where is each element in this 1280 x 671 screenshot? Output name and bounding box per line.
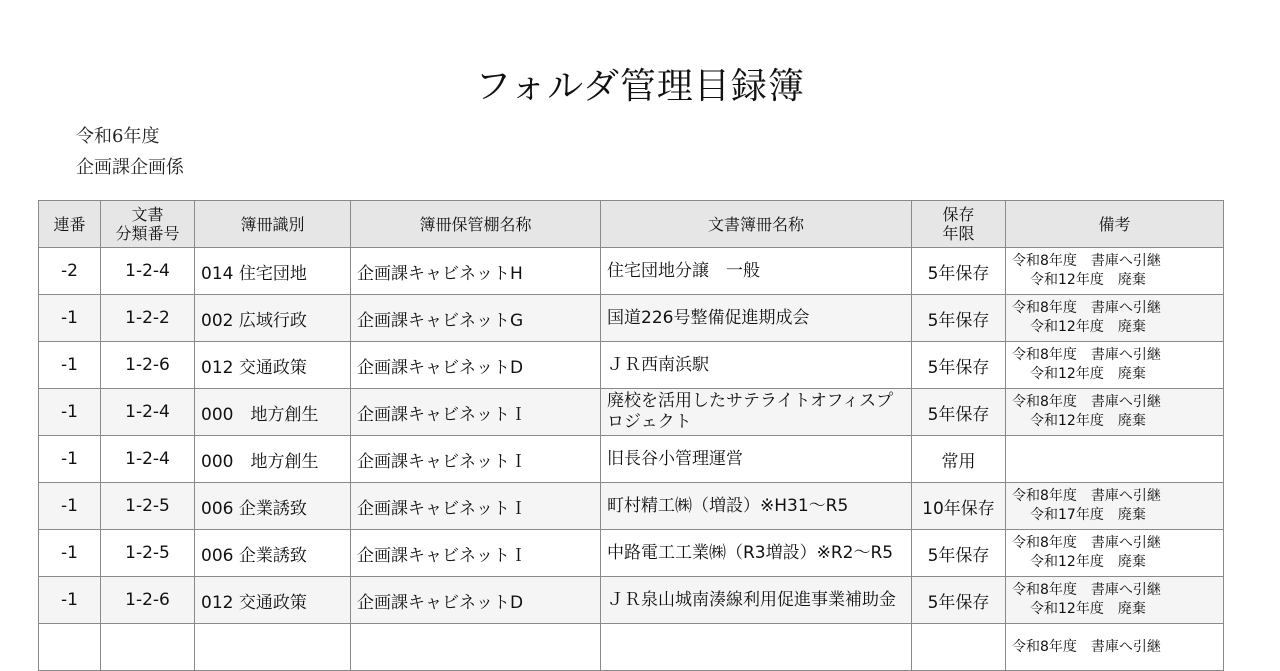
cell-shelf (351, 624, 601, 671)
cell-shelf: 企画課キャビネットH (351, 248, 601, 295)
remarks-transfer: 令和8年度 書庫へ引継 (1012, 535, 1161, 551)
cell-retention: 10年保存 (912, 483, 1006, 530)
remarks-transfer: 令和8年度 書庫へ引継 (1012, 253, 1161, 269)
cell-shelf: 企画課キャビネットＩ (351, 389, 601, 436)
cell-doc-name: 廃校を活用したサテライトオフィスプロジェクト (601, 389, 912, 436)
cell-seq: -1 (39, 530, 101, 577)
header-row (39, 201, 1224, 248)
remarks-transfer: 令和8年度 書庫へ引継 (1012, 638, 1161, 655)
cell-classification: 1-2-5 (101, 530, 195, 577)
table-row[interactable] (39, 624, 1224, 671)
department-name: 企画課企画係 (76, 157, 184, 178)
cell-remarks (1006, 436, 1224, 483)
cell-ledger: 000 地方創生 (195, 389, 351, 436)
remarks-transfer: 令和8年度 書庫へ引継 (1012, 347, 1161, 363)
table-row[interactable] (39, 389, 1224, 436)
cell-remarks (1006, 483, 1224, 530)
cell-classification: 1-2-4 (101, 436, 195, 483)
header-doc-name[interactable]: 文書簿冊名称 (601, 201, 912, 248)
cell-seq: -1 (39, 389, 101, 436)
cell-seq: -2 (39, 248, 101, 295)
cell-retention (912, 624, 1006, 671)
cell-retention: 5年保存 (912, 530, 1006, 577)
cell-retention: 5年保存 (912, 389, 1006, 436)
cell-seq: -1 (39, 342, 101, 389)
cell-classification: 1-2-6 (101, 342, 195, 389)
remarks-disposal: 令和12年度 廃棄 (1030, 319, 1146, 335)
remarks-transfer: 令和8年度 書庫へ引継 (1012, 488, 1161, 504)
table-row[interactable] (39, 577, 1224, 624)
cell-retention: 5年保存 (912, 577, 1006, 624)
cell-ledger: 012 交通政策 (195, 342, 351, 389)
cell-classification: 1-2-2 (101, 295, 195, 342)
cell-ledger: 000 地方創生 (195, 436, 351, 483)
cell-retention: 5年保存 (912, 248, 1006, 295)
remarks-transfer: 令和8年度 書庫へ引継 (1012, 394, 1161, 410)
cell-classification (101, 624, 195, 671)
cell-remarks (1006, 389, 1224, 436)
cell-doc-name: 住宅団地分譲 一般 (601, 248, 912, 295)
cell-shelf: 企画課キャビネットD (351, 342, 601, 389)
header-seq[interactable]: 連番 (39, 201, 101, 248)
table-row[interactable] (39, 483, 1224, 530)
cell-classification: 1-2-5 (101, 483, 195, 530)
page-title: フォルダ管理目録簿 (475, 66, 805, 107)
folder-register-table (38, 200, 1224, 671)
table-row[interactable] (39, 436, 1224, 483)
cell-ledger: 006 企業誘致 (195, 483, 351, 530)
cell-doc-name: 町村精工㈱（増設）※H31〜R5 (601, 483, 912, 530)
cell-shelf: 企画課キャビネットＩ (351, 483, 601, 530)
cell-ledger: 014 住宅団地 (195, 248, 351, 295)
header-ledger[interactable]: 簿冊識別 (195, 201, 351, 248)
remarks-disposal: 令和12年度 廃棄 (1030, 366, 1146, 382)
header-remarks[interactable]: 備考 (1006, 201, 1224, 248)
cell-seq: -1 (39, 577, 101, 624)
cell-remarks (1006, 577, 1224, 624)
cell-remarks (1006, 248, 1224, 295)
cell-doc-name: ＪＲ泉山城南湊線利用促進事業補助金 (601, 577, 912, 624)
cell-classification: 1-2-6 (101, 577, 195, 624)
cell-doc-name: ＪＲ西南浜駅 (601, 342, 912, 389)
cell-remarks (1006, 624, 1224, 671)
remarks-disposal: 令和17年度 廃棄 (1030, 507, 1146, 523)
cell-doc-name: 中路電工工業㈱（R3増設）※R2〜R5 (601, 530, 912, 577)
remarks-disposal: 令和12年度 廃棄 (1030, 413, 1146, 429)
remarks-transfer: 令和8年度 書庫へ引継 (1012, 300, 1161, 316)
cell-classification: 1-2-4 (101, 389, 195, 436)
cell-remarks (1006, 530, 1224, 577)
cell-seq: -1 (39, 295, 101, 342)
remarks-disposal: 令和12年度 廃棄 (1030, 272, 1146, 288)
header-classification[interactable]: 文書 分類番号 (101, 201, 195, 248)
cell-doc-name (601, 624, 912, 671)
table-row[interactable] (39, 248, 1224, 295)
cell-remarks (1006, 342, 1224, 389)
header-shelf[interactable]: 簿冊保管棚名称 (351, 201, 601, 248)
cell-classification: 1-2-4 (101, 248, 195, 295)
table-row[interactable] (39, 295, 1224, 342)
cell-ledger: 002 広域行政 (195, 295, 351, 342)
cell-ledger: 012 交通政策 (195, 577, 351, 624)
cell-retention: 常用 (912, 436, 1006, 483)
cell-shelf: 企画課キャビネットＩ (351, 436, 601, 483)
cell-shelf: 企画課キャビネットG (351, 295, 601, 342)
cell-seq (39, 624, 101, 671)
remarks-disposal: 令和12年度 廃棄 (1030, 554, 1146, 570)
cell-seq: -1 (39, 483, 101, 530)
cell-remarks (1006, 295, 1224, 342)
cell-retention: 5年保存 (912, 295, 1006, 342)
table-row[interactable] (39, 342, 1224, 389)
cell-shelf: 企画課キャビネットＩ (351, 530, 601, 577)
header-retention[interactable]: 保存 年限 (912, 201, 1006, 248)
remarks-transfer: 令和8年度 書庫へ引継 (1012, 582, 1161, 598)
cell-ledger: 006 企業誘致 (195, 530, 351, 577)
cell-doc-name: 国道226号整備促進期成会 (601, 295, 912, 342)
remarks-disposal: 令和12年度 廃棄 (1030, 601, 1146, 617)
cell-doc-name: 旧長谷小管理運営 (601, 436, 912, 483)
cell-seq: -1 (39, 436, 101, 483)
fiscal-year: 令和6年度 (76, 126, 160, 147)
table-row[interactable] (39, 530, 1224, 577)
cell-ledger (195, 624, 351, 671)
cell-shelf: 企画課キャビネットD (351, 577, 601, 624)
cell-retention: 5年保存 (912, 342, 1006, 389)
